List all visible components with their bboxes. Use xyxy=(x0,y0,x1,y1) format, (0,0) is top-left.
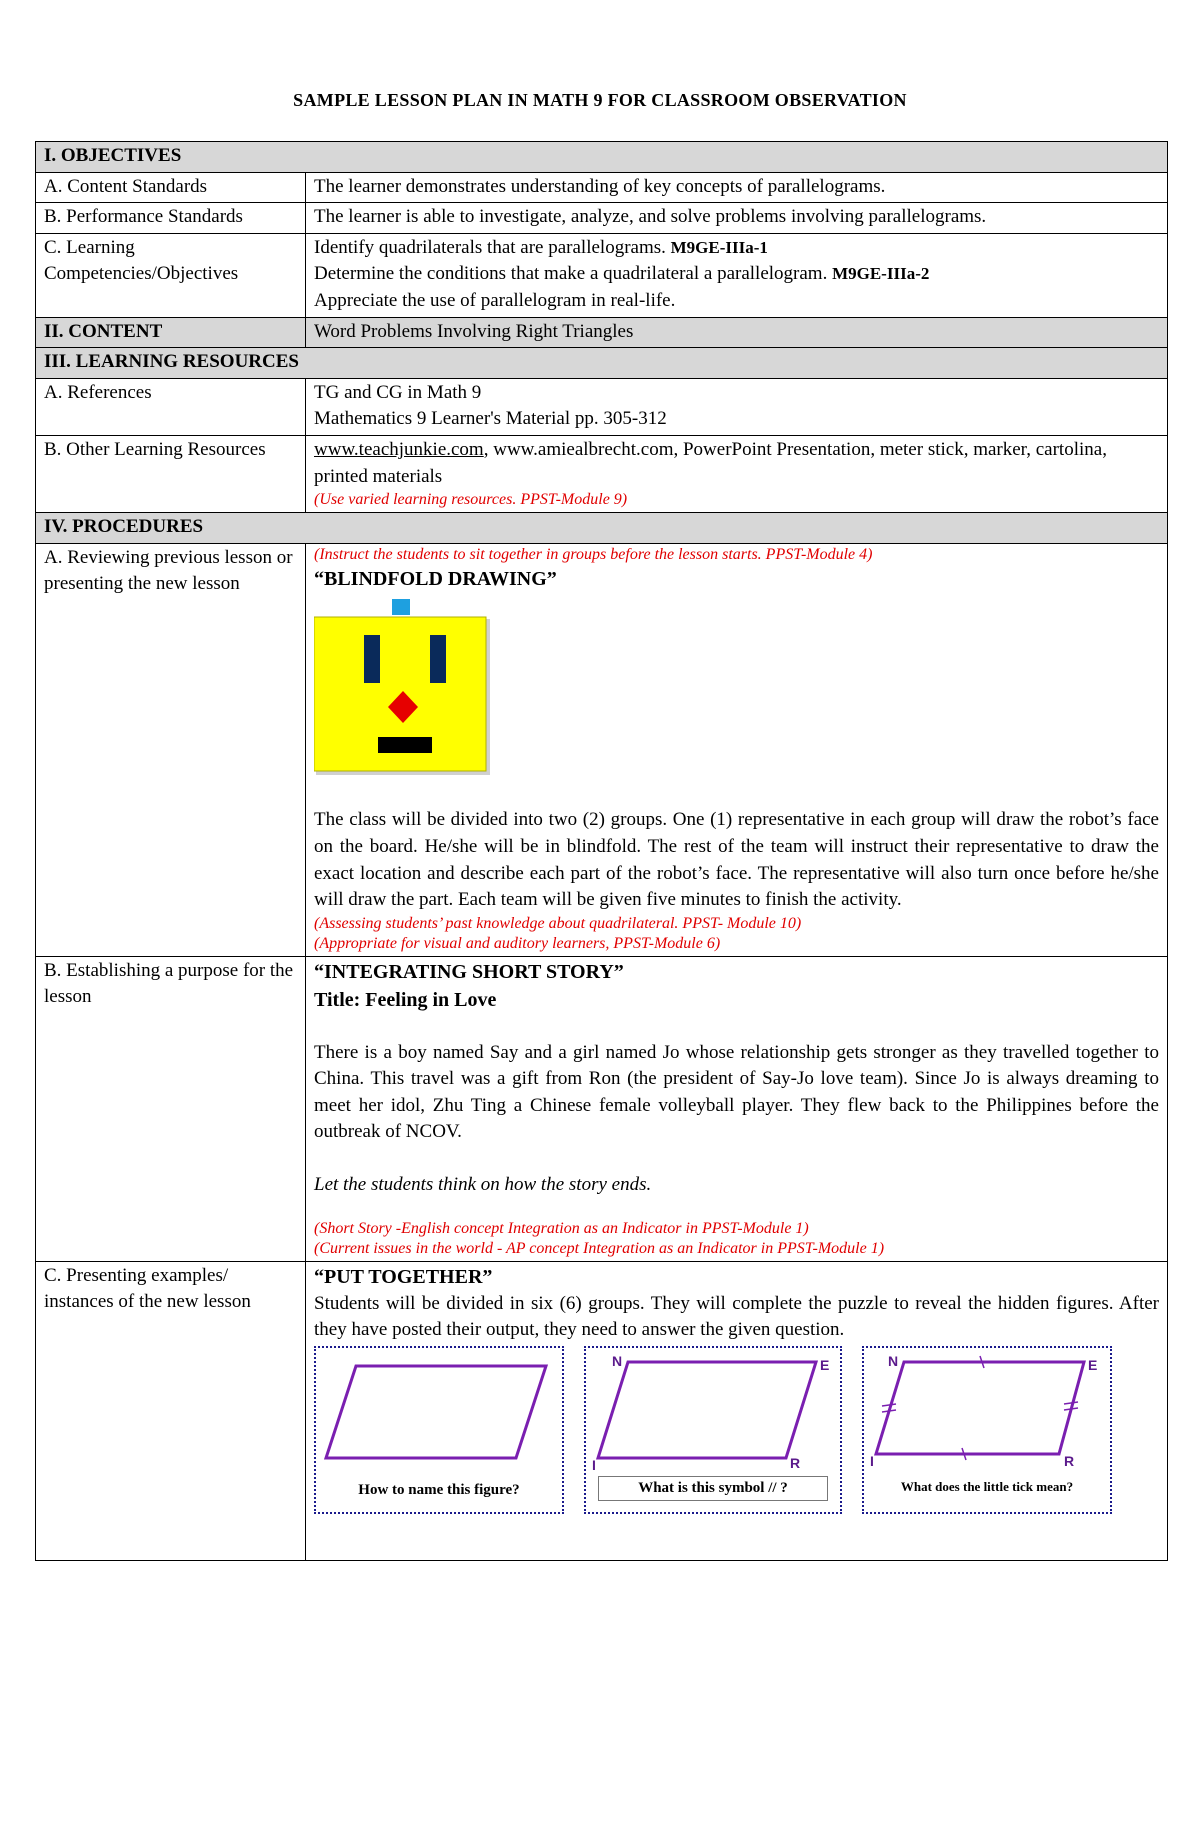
parallelogram-shape xyxy=(876,1362,1084,1454)
tick-mark xyxy=(1064,1408,1078,1410)
section-objectives xyxy=(36,142,1168,173)
vertex-label: E xyxy=(820,1356,830,1373)
puzzle-card xyxy=(314,1346,564,1514)
table-row xyxy=(36,1261,1168,1560)
puzzle-card xyxy=(862,1346,1112,1514)
robot-face-image xyxy=(314,597,1159,786)
robot-antenna xyxy=(392,599,410,615)
lesson-plan-table xyxy=(35,141,1168,1561)
ppst-note: (Use varied learning resources. PPST-Module 9) xyxy=(314,491,628,509)
row-value xyxy=(306,1261,1168,1560)
vertex-label: I xyxy=(870,1452,874,1469)
row-label: A. References xyxy=(36,378,306,435)
parallelogram-shape xyxy=(598,1362,816,1458)
document-title: SAMPLE LESSON PLAN IN MATH 9 FOR CLASSROOM OBSERVATION xyxy=(293,90,907,110)
section-content xyxy=(36,317,1168,348)
table-row xyxy=(36,203,1168,234)
ppst-note: (Assessing students’ past knowledge about quadrilateral. PPST- Module 10) xyxy=(314,914,802,932)
row-label: B. Performance Standards xyxy=(36,203,306,234)
tick-mark xyxy=(882,1410,896,1412)
competency-code: M9GE-IIIa-2 xyxy=(832,264,930,284)
activity-description: The class will be divided into two (2) groups. One (1) representative in each group will draw the robot’s face on the board. He/she will be in blindfold. The rest of the team will instruct their representative to draw the exact location and describe each part of the robot’s face. The representative will also turn once before he/she will draw the part. Each team will be given five minutes to finish the activity. xyxy=(314,809,1159,911)
row-value: The learner is able to investigate, analyze, and solve problems involving parallelograms. xyxy=(306,203,1168,234)
resource-link[interactable]: www.teachjunkie.com xyxy=(314,438,484,460)
vertex-label: I xyxy=(592,1456,596,1473)
row-label: B. Other Learning Resources xyxy=(36,435,306,512)
row-value: The learner demonstrates understanding of key concepts of parallelograms. xyxy=(306,172,1168,203)
competency-item: Appreciate the use of parallelogram in real-life. xyxy=(314,289,676,311)
row-label: A. Content Standards xyxy=(36,172,306,203)
competency-code: M9GE-IIIa-1 xyxy=(670,237,768,257)
puzzle-caption: What is this symbol // ? xyxy=(598,1476,828,1501)
section-heading: IV. PROCEDURES xyxy=(36,513,1168,544)
row-value: TG and CG in Math 9 Mathematics 9 Learner's Material pp. 305-312 xyxy=(306,378,1168,435)
row-value xyxy=(306,543,1168,956)
section-heading: I. OBJECTIVES xyxy=(36,142,1168,173)
robot-right-eye xyxy=(430,635,446,683)
competency-item: Identify quadrilaterals that are parallelograms. M9GE-IIIa-1 xyxy=(314,236,768,258)
row-value: www.teachjunkie.com, www.amiealbrecht.com, PowerPoint Presentation, meter stick, marker, cartolina, printed materials (Use varied learning resources. PPST-Module 9) xyxy=(306,435,1168,512)
row-label: C. Learning Competencies/Objectives xyxy=(36,233,306,317)
table-row xyxy=(36,435,1168,512)
row-label: B. Establishing a purpose for the lesson xyxy=(36,956,306,1261)
vertex-label: E xyxy=(1088,1356,1098,1373)
row-value xyxy=(306,956,1168,1261)
robot-left-eye xyxy=(364,635,380,683)
vertex-label: N xyxy=(888,1352,899,1369)
section-procedures xyxy=(36,513,1168,544)
table-row xyxy=(36,233,1168,317)
puzzle-figures xyxy=(314,1346,1159,1514)
ppst-note: (Appropriate for visual and auditory learners, PPST-Module 6) xyxy=(314,934,721,952)
competency-item: Determine the conditions that make a quadrilateral a parallelogram. M9GE-IIIa-2 xyxy=(314,263,930,285)
robot-mouth xyxy=(378,737,432,753)
tick-mark xyxy=(882,1404,896,1406)
activity-title: “INTEGRATING SHORT STORY” xyxy=(314,960,624,983)
puzzle-card xyxy=(584,1346,842,1514)
ppst-note: (Short Story -English concept Integration as an Indicator in PPST-Module 1) xyxy=(314,1219,809,1237)
section-heading: III. LEARNING RESOURCES xyxy=(36,348,1168,379)
story-prompt: Let the students think on how the story ends. xyxy=(314,1174,652,1196)
ppst-note: (Current issues in the world - AP concept Integration as an Indicator in PPST-Module 1) xyxy=(314,1239,885,1257)
vertex-label: N xyxy=(612,1352,623,1369)
table-row xyxy=(36,543,1168,956)
vertex-label: R xyxy=(790,1454,801,1471)
story-title: Title: Feeling in Love xyxy=(314,988,497,1011)
tick-mark xyxy=(1064,1402,1078,1404)
parallelogram-shape xyxy=(326,1366,546,1458)
section-resources xyxy=(36,348,1168,379)
vertex-label: R xyxy=(1064,1452,1075,1469)
table-row xyxy=(36,172,1168,203)
content-topic: Word Problems Involving Right Triangles xyxy=(306,317,1168,348)
table-row xyxy=(36,378,1168,435)
activity-title: “PUT TOGETHER” xyxy=(314,1265,493,1288)
puzzle-caption: How to name this figure? xyxy=(358,1481,520,1498)
story-body: There is a boy named Say and a girl named Jo whose relationship gets stronger as they travelled together to China. This travel was a gift from Ron (the president of Say-Jo love team). Since Jo is always dreaming to meet her idol, Zhu Ting a Chinese female volleyball player. They flew back to the Philippines before the outbreak of NCOV. xyxy=(314,1041,1159,1143)
ppst-note: (Instruct the students to sit together in groups before the lesson starts. PPST-Module 4) xyxy=(314,545,873,563)
row-value xyxy=(306,233,1168,317)
section-heading: II. CONTENT xyxy=(36,317,306,348)
row-label: C. Presenting examples/ instances of the new lesson xyxy=(36,1261,306,1560)
activity-description: Students will be divided in six (6) groups. They will complete the puzzle to reveal the hidden figures. After they have posted their output, they need to answer the given question. xyxy=(314,1292,1159,1341)
activity-title: “BLINDFOLD DRAWING” xyxy=(314,567,557,590)
row-label: A. Reviewing previous lesson or presenting the new lesson xyxy=(36,543,306,956)
puzzle-caption: What does the little tick mean? xyxy=(900,1478,1074,1494)
table-row xyxy=(36,956,1168,1261)
